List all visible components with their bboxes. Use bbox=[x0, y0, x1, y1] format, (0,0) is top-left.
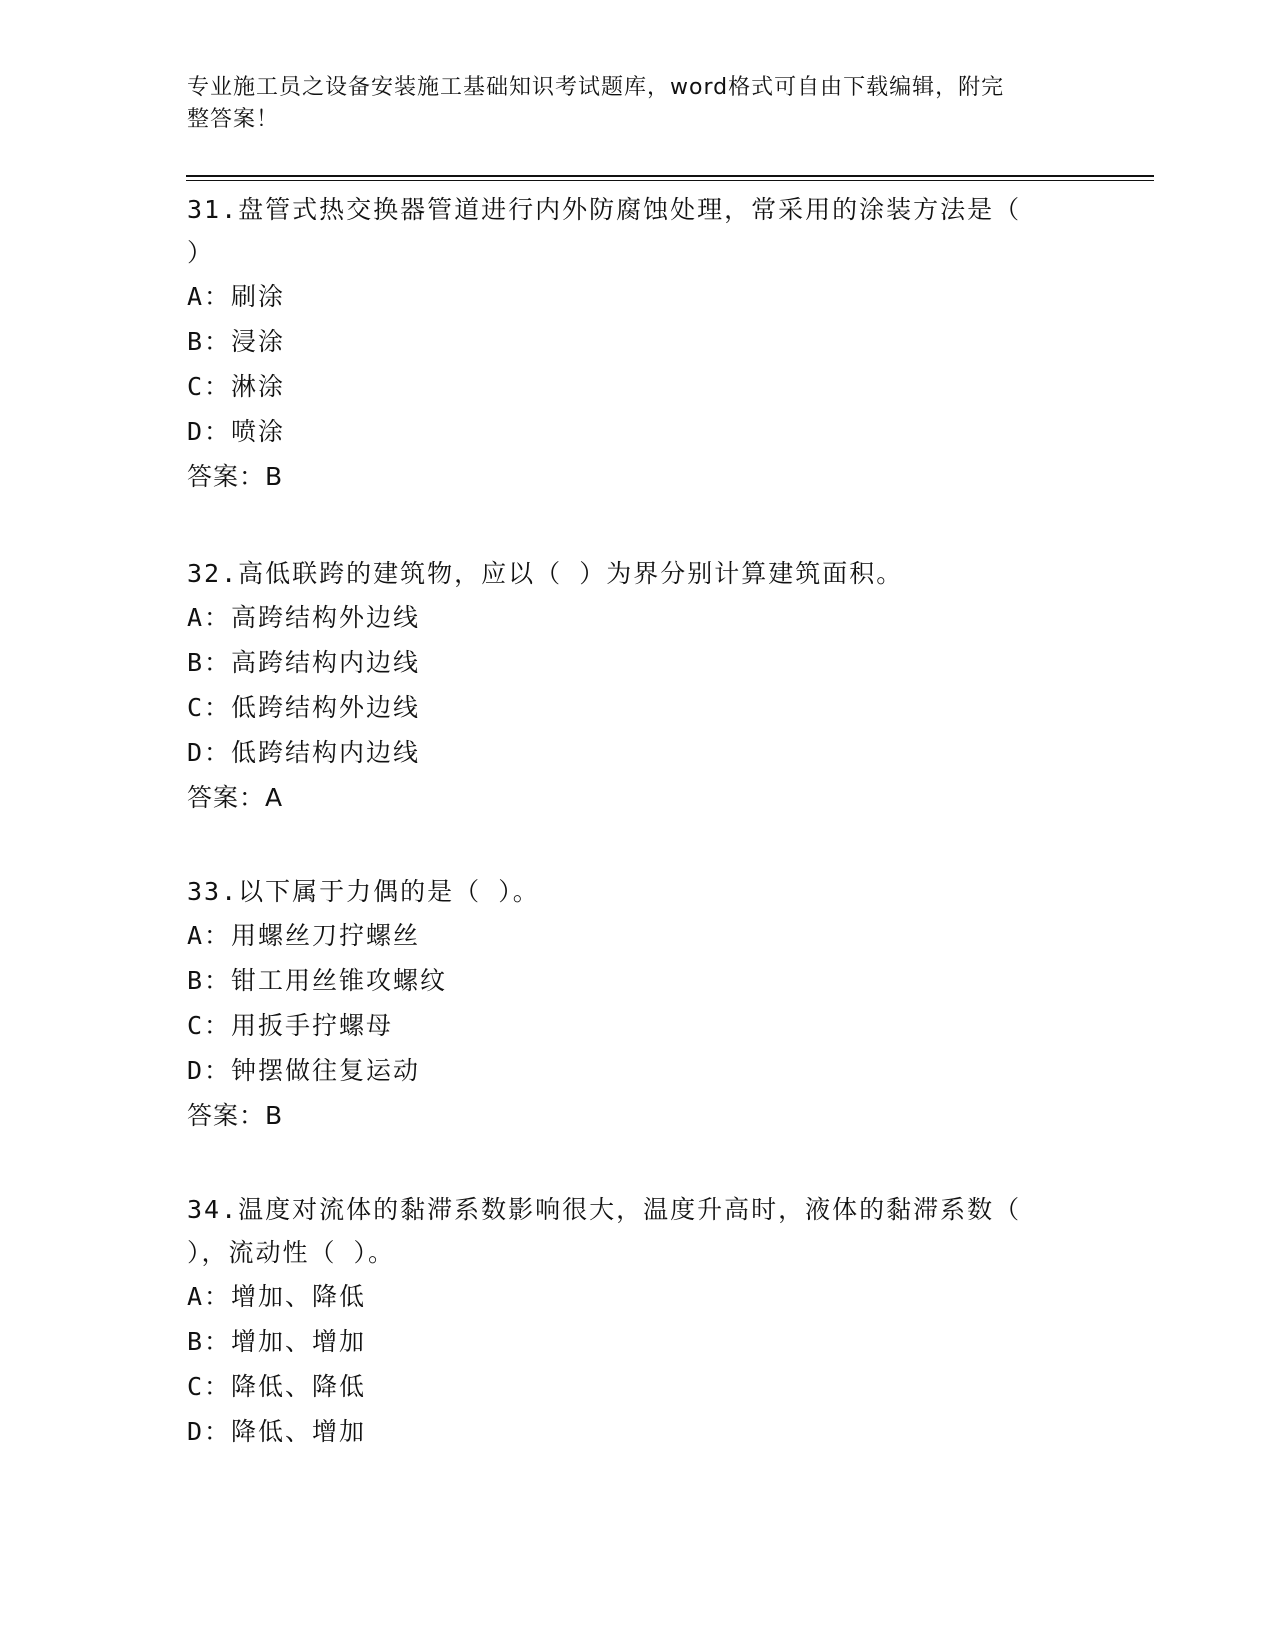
question-stem-line-1: 32.高低联跨的建筑物，应以（ ）为界分别计算建筑面积。 bbox=[187, 559, 904, 588]
question-34 bbox=[187, 1188, 1087, 1454]
header-divider-thick bbox=[186, 175, 1154, 177]
option-c: C：低跨结构外边线 bbox=[187, 693, 421, 722]
option-c: C：淋涂 bbox=[187, 372, 286, 401]
question-stem-line-1: 33.以下属于力偶的是（ ）。 bbox=[187, 877, 540, 906]
option-d: D：喷涂 bbox=[187, 417, 286, 446]
header-line-1: 专业施工员之设备安装施工基础知识考试题库，word格式可自由下载编辑，附完 bbox=[187, 75, 1005, 100]
option-a: A：刷涂 bbox=[187, 282, 286, 311]
option-a: A：增加、降低 bbox=[187, 1282, 367, 1311]
question-stem-line-1: 31.盘管式热交换器管道进行内外防腐蚀处理，常采用的涂装方法是（ bbox=[187, 195, 1022, 224]
answer: 答案：B bbox=[187, 462, 284, 491]
header-divider-thin bbox=[186, 180, 1154, 181]
answer: 答案：A bbox=[187, 783, 284, 812]
option-b: B：钳工用丝锥攻螺纹 bbox=[187, 966, 448, 995]
question-stem-line-1: 34.温度对流体的黏滞系数影响很大，温度升高时，液体的黏滞系数（ bbox=[187, 1195, 1022, 1224]
option-c: C：用扳手拧螺母 bbox=[187, 1011, 394, 1040]
question-32 bbox=[187, 552, 1087, 820]
document-header bbox=[187, 72, 1067, 136]
option-d: D：钟摆做往复运动 bbox=[187, 1056, 421, 1085]
option-b: B：浸涂 bbox=[187, 327, 286, 356]
option-a: A：用螺丝刀拧螺丝 bbox=[187, 921, 421, 950]
question-31 bbox=[187, 188, 1087, 499]
question-33 bbox=[187, 870, 1087, 1138]
question-stem-line-2: ），流动性（ ）。 bbox=[187, 1238, 396, 1267]
option-d: D：低跨结构内边线 bbox=[187, 738, 421, 767]
question-stem-line-2: ） bbox=[187, 238, 215, 267]
header-line-2: 整答案！ bbox=[187, 107, 280, 132]
option-b: B：高跨结构内边线 bbox=[187, 648, 421, 677]
option-a: A：高跨结构外边线 bbox=[187, 603, 421, 632]
answer: 答案：B bbox=[187, 1101, 284, 1130]
option-b: B：增加、增加 bbox=[187, 1327, 367, 1356]
option-c: C：降低、降低 bbox=[187, 1372, 367, 1401]
option-d: D：降低、增加 bbox=[187, 1417, 367, 1446]
